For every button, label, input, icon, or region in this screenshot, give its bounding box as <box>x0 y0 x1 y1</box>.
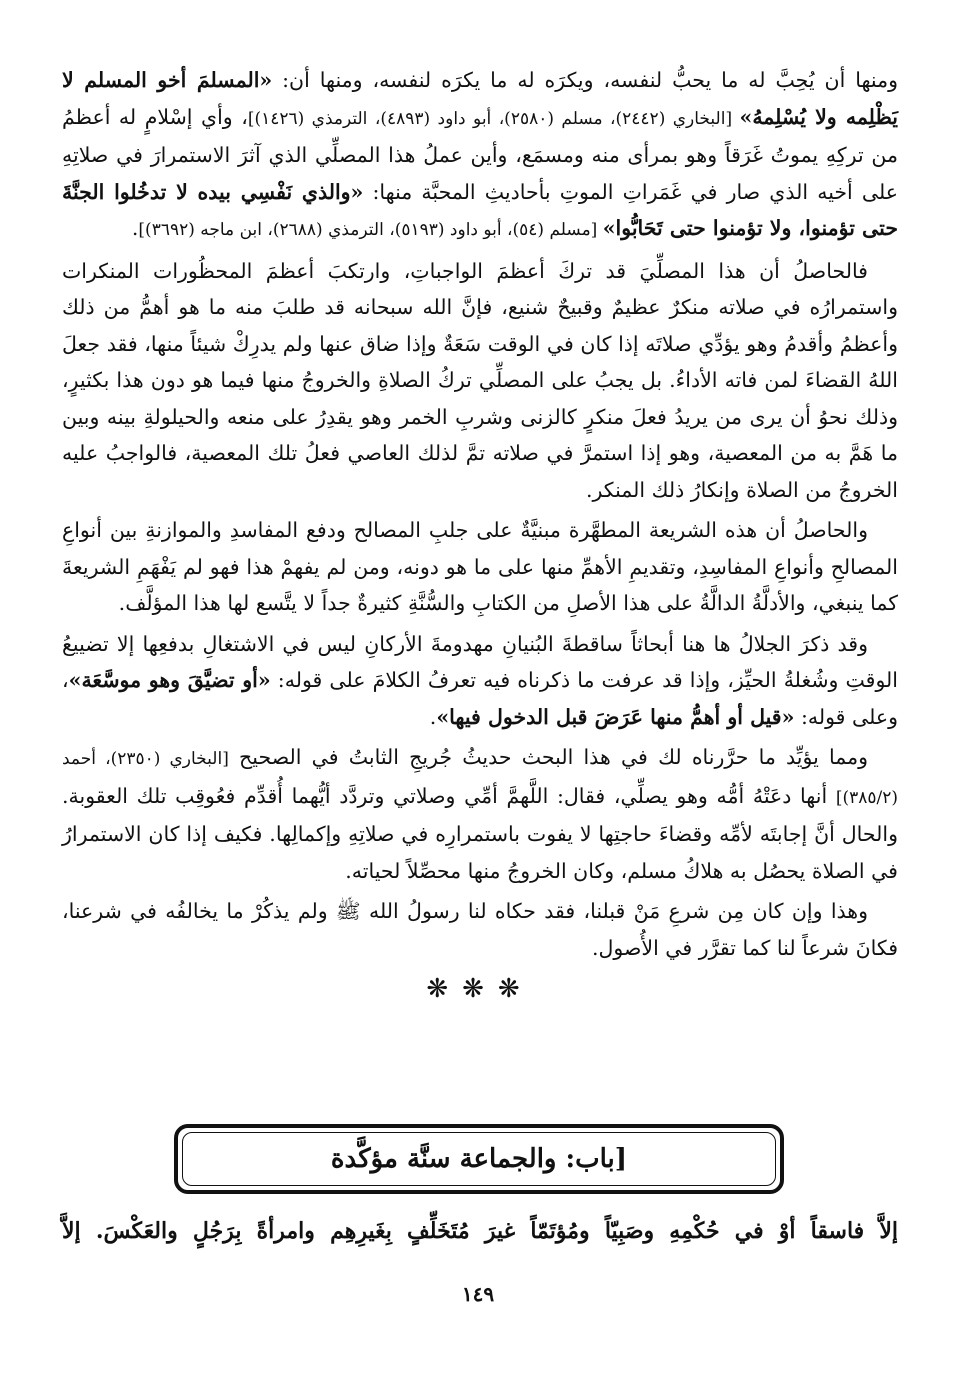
paragraph-text: ، وعلى قوله: <box>62 668 898 729</box>
hadith-quote: «قيل أو أهمُّ منها عَرَضَ قبل الدخول فيها» <box>436 704 795 729</box>
hadith-quote: «المسلمَ أخو المسلم لا يَظْلِمه ولا يُسْلِمهُ» <box>62 68 898 129</box>
page-number: ١٤٩ <box>461 1282 495 1306</box>
paragraph-text: . <box>429 704 437 729</box>
paragraph-text: ومنها أن يُحِبَّ له ما يحبُّ لنفسه، ويكرَه له ما يكرَه لنفسه، ومنها أن: <box>272 68 898 92</box>
paragraph <box>62 62 898 249</box>
paragraph <box>62 626 898 736</box>
paragraph <box>62 739 898 889</box>
paragraph-text: ، وأي إسْلامٍ له أعظمُ من تركِهِ يموتُ غَرَقاً وهو بمرأى منه ومسمَع، وأين عملُ هذا المصلِّي الذي آثرَ الاستمرارَ في صلاتِهِ على أخيه الذي صار في غَمَراتِ الموتِ بأحاديثِ المحبَّة منها: <box>62 104 898 204</box>
citation: [البخاري (٢٤٤٢)، مسلم (٢٥٨٠)، أبو داود (٤٨٩٣)، الترمذي (١٤٢٦)] <box>247 108 740 129</box>
section-heading-frame <box>174 1124 784 1194</box>
hadith-quote: «والذي نَفْسِي بيده لا تدخُلوا الجنَّةَ حتى تؤمنوا، ولا تؤمنوا حتى تَحَابُّوا» <box>62 179 898 240</box>
matn-text: إلاَّ فاسقاً أوْ في حُكْمِهِ وصَبِيّاً ومُؤتَمّاً غيرَ مُتَخَلِّفٍ بِغَيرِهِم وامرأةً بِرَجُلٍ والعَكْسَ. إلاَّ <box>62 1218 898 1244</box>
paragraph-text: . <box>131 216 139 240</box>
page-body <box>62 62 898 1016</box>
citation: [مسلم (٥٤)، أبو داود (٥١٩٣)، الترمذي (٢٦٨٨)، ابن ماجه (٣٦٩٢)] <box>138 220 603 240</box>
citation: [البخاري (٢٣٥٠)، أحمد (٣٨٥/٢)] <box>62 749 898 808</box>
paragraph-text: والحاصلُ أن هذه الشريعة المطهَّرة مبنيَّةٌ على جلبِ المصالح ودفع المفاسدِ والموازنةِ بين أنواعِ المصالحِ وأنواعِ المفاسِدِ، وتقديمِ الأهمِّ منها على ما هو دونه، ومن لم يفهمْ هذا فهو لم يَفْهَمِ الشريعةَ كما ينبغي، والأدلَّةُ الدالَّةُ على هذا الأصلِ من الكتابِ والسُّنَّةِ كثيرةٌ جداً لا يتَّسع لها هذا المؤلَّف. <box>62 518 898 615</box>
paragraph-text: وقد ذكرَ الجلالُ ها هنا أبحاثاً ساقطةَ البُنيانِ مهدومةَ الأركانِ ليس في الاشتغالِ بدفعِها إلا تضييعُ الوقتِ وشُغلةُ الحيِّز، وإذا قد عرفت ما ذكرناه فيه تعرفُ الكلامَ على قوله: <box>62 631 898 692</box>
paragraph <box>62 512 898 622</box>
hadith-quote: «أو تضيَّقَ وهو موسَّعَة» <box>68 668 271 692</box>
section-heading: [باب: والجماعة سنَّة مؤكَّدة <box>182 1132 776 1186</box>
section-divider: ❋❋❋ <box>426 974 534 1004</box>
paragraph-text: ومما يؤيِّد ما حرَّرناه لك في هذا البحث حديثُ جُريجِ الثابتُ في الصحيح <box>228 745 869 769</box>
paragraph <box>62 893 898 966</box>
paragraph-text: فالحاصلُ أن هذا المصلِّيَ قد تركَ أعظمَ الواجباتِ، وارتكبَ أعظمَ المحظُورات المنكرات واستمرارُه في صلاته منكرٌ عظيمٌ وقبيحٌ شنيع، فإنَّ الله سبحانه قد طلبَ منه ما هو أهمُّ من ذلك وأعظمُ وأقدمُ وهو يؤدِّي صلاتَه إذا كان في الوقت سَعَةٌ وإذا ضاق عنها ولم يدرِكْ شيئاً منها، فقد جعلَ اللهُ القضاءَ لمن فاته الأداءُ. بل يجبُ على المصلِّي تركُ الصلاةِ والخروجُ منها فيما هو دون هذا بكثيرٍ، وذلك نحوُ أن يرى من يريدُ فعلَ منكرٍ كالزنى وشربِ الخمر وهو يقدِرُ على منعه والحيلولةِ بينه وبين ما هَمَّ به من المعصية، وهو إذا استمرَّ في صلاته تمَّ لذلك العاصي فعلُ تلك المعصية، فالواجبُ عليه الخروجُ من الصلاة وإنكارُ ذلك المنكر. <box>62 258 898 502</box>
paragraph <box>62 253 898 509</box>
paragraph-text: أنها دعَتْهُ أمُّه وهو يصلِّي، فقال: اللَّهمَّ أمِّي وصلاتي وتردَّد أيُّهما أُقدِّم فعُوقِب تلك العقوبة. والحال أنَّ إجابتَه لأمِّه وقضاءَ حاجتِها لا يفوت باستمرارِه في صلاتِهِ وإكمالِها. فكيف إذا كان الاستمرارُ في الصلاة يحصُل به هلاكُ مسلم، وكان الخروجُ منها محصِّلاً لحياته. <box>62 783 898 883</box>
paragraph-text: وهذا وإن كان مِن شرعِ مَنْ قبلنا، فقد حكاه لنا رسولُ الله ﷺ ولم يذكُرْ ما يخالفُه في شرعنا، فكانَ شرعاً لنا كما تقرَّر في الأُصول. <box>62 899 898 960</box>
